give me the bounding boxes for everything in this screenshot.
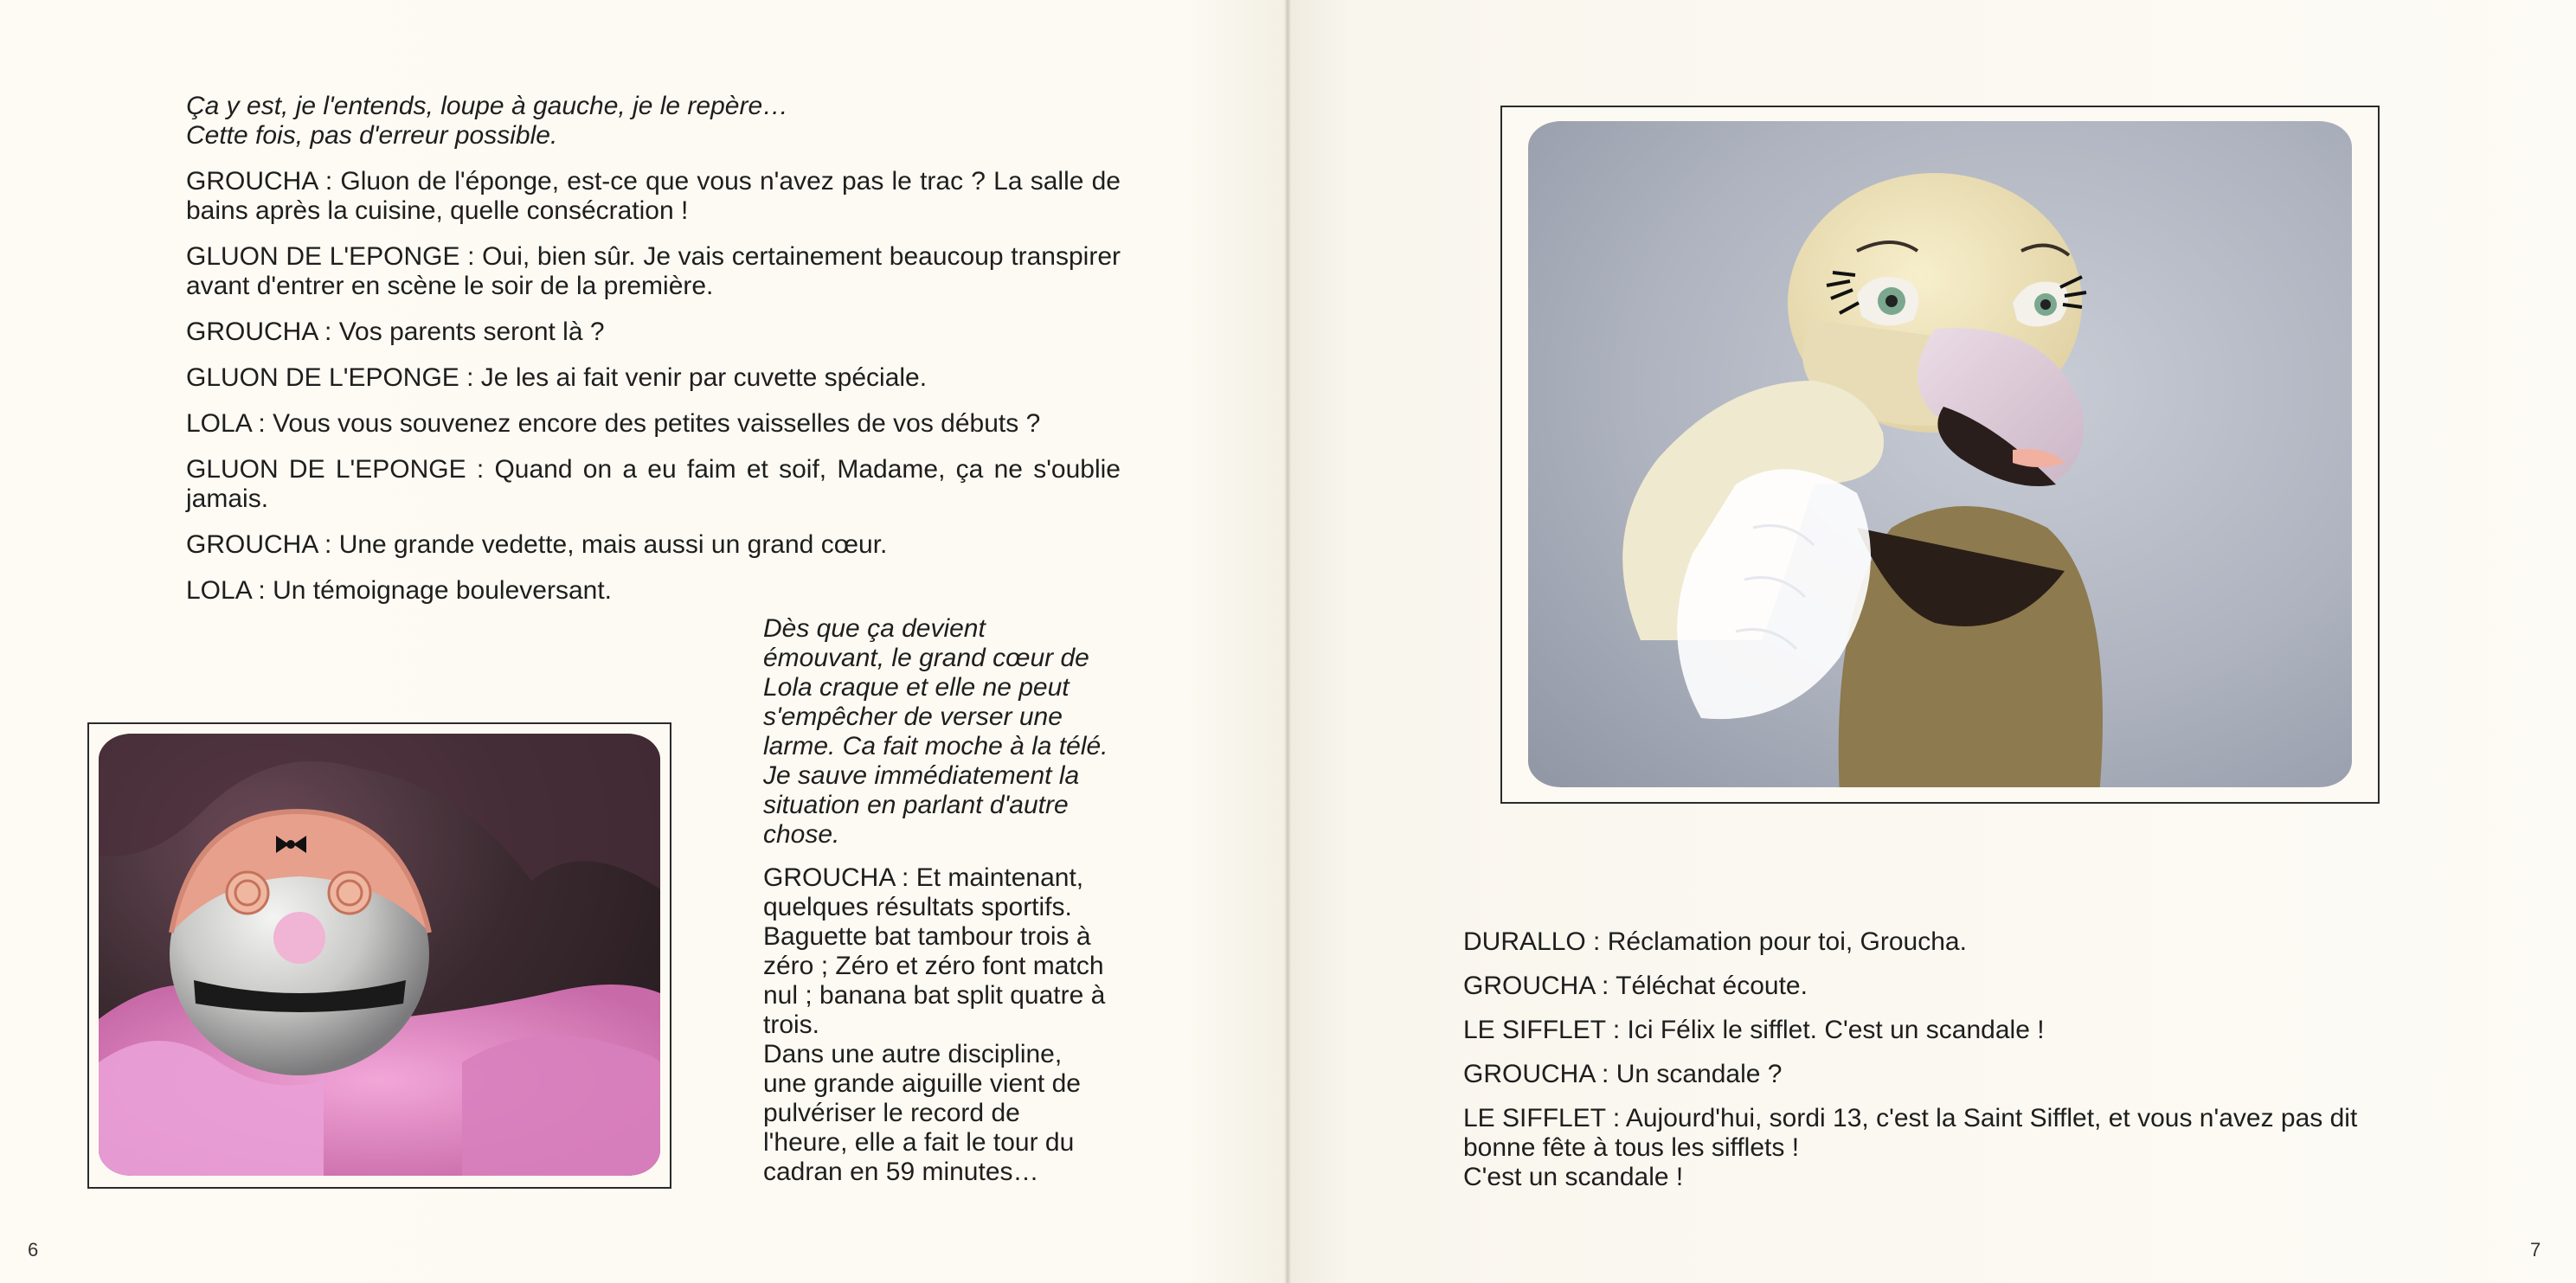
bird-character-picture-frame — [1500, 106, 2380, 804]
dialogue-line: GROUCHA : Une grande vedette, mais aussi un grand cœur. — [186, 530, 888, 559]
sponge-character-picture-frame — [87, 722, 671, 1189]
tv-screen-image — [1528, 121, 2352, 787]
bird-character-illustration — [1528, 121, 2352, 787]
dialogue-line: LOLA : Un témoignage bouleversant. — [186, 576, 612, 605]
page-number-left: 6 — [28, 1239, 39, 1261]
side-column — [763, 614, 1109, 1201]
dialogue-line: GROUCHA : Gluon de l'éponge, est-ce que vous n'avez pas le trac ? La salle de bains après la cuisine, quelle consécration ! — [186, 167, 1121, 225]
dialogue-line: GLUON DE L'EPONGE : Oui, bien sûr. Je vais certainement beaucoup transpirer avant d'entrer en scène le soir de la première. — [186, 242, 1121, 300]
dialogue-line: LOLA : Vous vous souvenez encore des petites vaisselles de vos débuts ? — [186, 409, 1041, 438]
dialogue-line: GLUON DE L'EPONGE : Quand on a eu faim et soif, Madame, ça ne s'oublie jamais. — [186, 455, 1121, 513]
side-narration: Dès que ça devient émouvant, le grand cœur de Lola craque et elle ne peut s'empêcher de verser une larme. Ca fait moche à la télé. Je sauve immédiatement la situation en parlant d'autre chose. — [763, 614, 1108, 849]
dialogue-line: DURALLO : Réclamation pour toi, Groucha. — [1463, 927, 1967, 956]
dialogue-line: GROUCHA : Un scandale ? — [1463, 1060, 1783, 1088]
dialogue-line: GROUCHA : Téléchat écoute. — [1463, 972, 1808, 1000]
sponge-character-illustration — [99, 734, 660, 1176]
dialogue-line: GLUON DE L'EPONGE : Je les ai fait venir par cuvette spéciale. — [186, 363, 928, 392]
right-page-dialogue — [1463, 927, 2415, 1207]
intro-narration: Ça y est, je l'entends, loupe à gauche, je le repère… Cette fois, pas d'erreur possible. — [186, 92, 789, 150]
book-gutter — [1284, 0, 1291, 1283]
left-page-dialogue — [186, 92, 1121, 622]
sports-results-dialogue: GROUCHA : Et maintenant, quelques résultats sportifs. Baguette bat tambour trois à zéro ; Zéro et zéro font match nul ; banana bat split quatre à trois. Dans une autre discipline, une grande aiguille vient de pulvériser le record de l'heure, elle a fait le tour du cadran en 59 minutes… — [763, 863, 1106, 1186]
dialogue-line: LE SIFFLET : Ici Félix le sifflet. C'est un scandale ! — [1463, 1016, 2045, 1044]
dialogue-line: LE SIFFLET : Aujourd'hui, sordi 13, c'est la Saint Sifflet, et vous n'avez pas dit bonne fête à tous les sifflets ! C'est un scandale ! — [1463, 1104, 2358, 1191]
page-number-right: 7 — [2530, 1239, 2541, 1261]
tv-screen-image — [99, 734, 660, 1176]
dialogue-line: GROUCHA : Vos parents seront là ? — [186, 318, 605, 346]
